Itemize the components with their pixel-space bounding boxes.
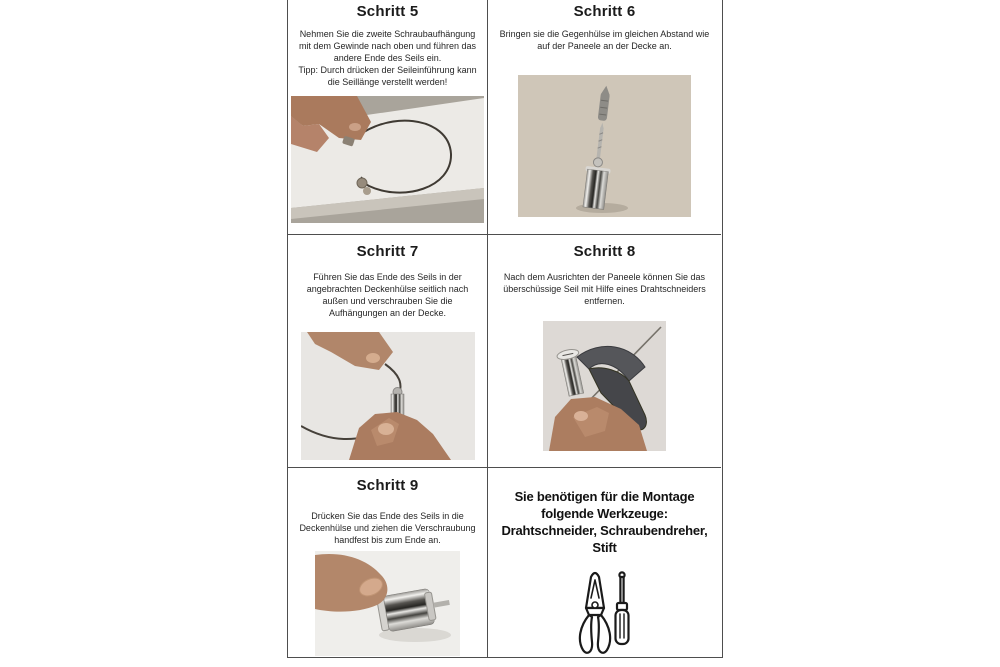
instruction-line: überschüssige Seil mit Hilfe eines Drahtschneiders (503, 284, 706, 294)
step-instructions (298, 28, 476, 88)
thumbnail (574, 411, 588, 421)
step-instructions (500, 28, 710, 52)
pliers-right-handle (597, 615, 609, 653)
instruction-line: Führen Sie das Ende des Seils in der (313, 272, 462, 282)
pliers-and-screwdriver-icon (574, 568, 636, 656)
step-title: Schritt 8 (573, 243, 636, 260)
step-cell-schritt-5 (288, 0, 488, 235)
fingernail (349, 123, 361, 131)
instruction-line: mit dem Gewinde nach oben und führen das (298, 41, 477, 51)
photo-step5-hand-rope-loop (291, 96, 484, 223)
instruction-line: Bringen sie die Gegenhülse im gleichen Abstand wie (499, 29, 710, 39)
counter-sleeve (583, 169, 608, 209)
step-title: Schritt 9 (356, 477, 419, 494)
screwdriver-shaft (620, 577, 623, 603)
instruction-line: auf der Paneele an der Decke an. (537, 41, 672, 51)
instruction-line: Drücken Sie das Ende des Seils in die (311, 511, 464, 521)
step-instructions (307, 271, 469, 319)
pliers-left-handle (579, 615, 591, 653)
instruction-line: andere Ende des Seils ein. (333, 53, 442, 63)
pliers-pivot (592, 602, 598, 608)
instruction-line: Aufhängungen an der Decke. (328, 308, 447, 318)
step-title: Schritt 6 (573, 3, 636, 20)
step-cell-schritt-7 (288, 235, 488, 468)
instruction-line: angebrachten Deckenhülse seitlich nach (306, 284, 469, 294)
step-cell-schritt-6 (488, 0, 721, 235)
instruction-line: Nach dem Ausrichten der Paneele können Sie das (503, 272, 706, 282)
step-instructions (503, 271, 706, 307)
tools-text (501, 488, 707, 556)
photo-step7-threading-sleeve (301, 332, 475, 460)
instruction-line: außen und verschrauben Sie die (322, 296, 453, 306)
instruction-line: Tipp: Durch drücken der Seileinführung kann (298, 65, 477, 75)
instruction-line: die Seillänge verstellt werden! (327, 77, 448, 87)
screw-head (593, 157, 603, 167)
tools-cell (488, 468, 721, 657)
photo-step9-press-rope-end (315, 551, 460, 656)
step-cell-schritt-9 (288, 468, 488, 657)
step-instructions (299, 510, 475, 546)
instruction-line: Deckenhülse und ziehen die Verschraubung (299, 523, 476, 533)
tools-line: Drahtschneider, Schraubendreher, (501, 523, 708, 538)
instruction-line: Nehmen Sie die zweite Schraubaufhängung (299, 29, 476, 39)
step-cell-schritt-8 (488, 235, 721, 468)
step-title: Schritt 5 (356, 3, 419, 20)
fingernail (366, 353, 380, 363)
photo-step6-dowel-screw-sleeve (518, 75, 691, 217)
tools-line: folgende Werkzeuge: (541, 506, 668, 521)
instruction-line: handfest bis zum Ende an. (334, 535, 441, 545)
instruction-line: entfernen. (584, 296, 625, 306)
tools-line: Sie benötigen für die Montage (514, 489, 695, 504)
screwdriver-handle (615, 610, 628, 644)
tools-line: Stift (592, 540, 617, 555)
instruction-sheet (287, 0, 723, 658)
thumbnail (378, 423, 394, 435)
screw-hanger (357, 178, 367, 188)
photo-step8-wire-cutter (543, 321, 666, 451)
step-title: Schritt 7 (356, 243, 419, 260)
screw-hanger-base (363, 187, 371, 195)
